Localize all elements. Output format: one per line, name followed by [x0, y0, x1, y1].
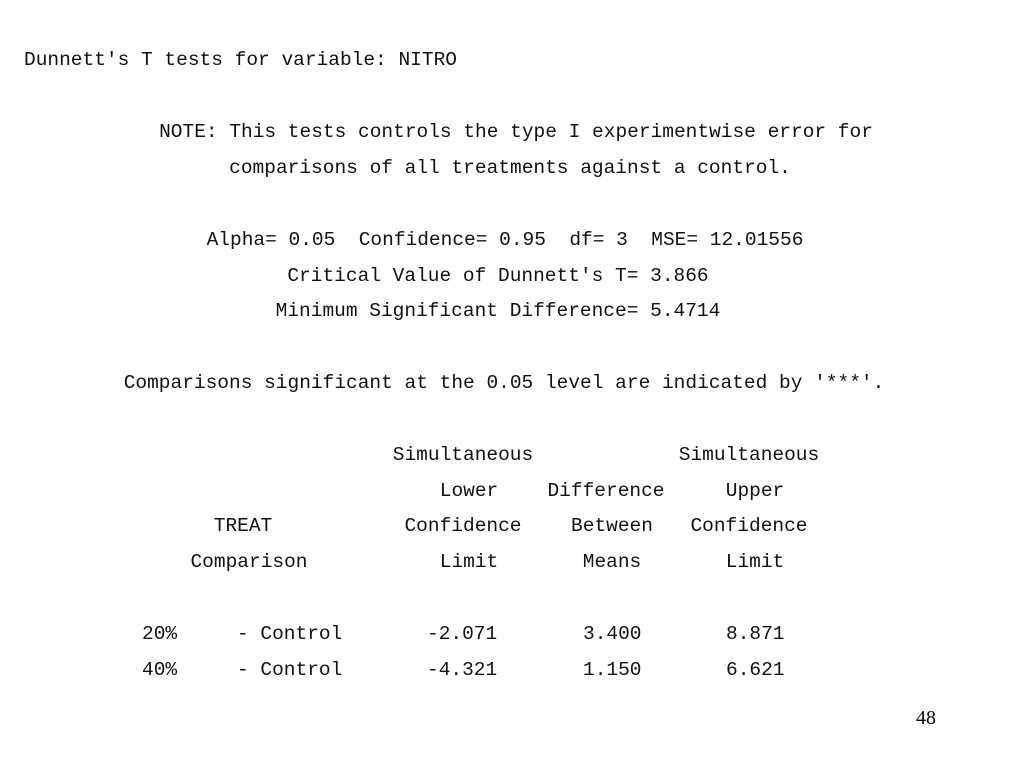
header-diff-3: Means	[582, 551, 642, 573]
header-lower-3: Confidence	[404, 515, 522, 537]
output-title: Dunnett's T tests for variable: NITRO	[24, 49, 457, 71]
note-line-2: comparisons of all treatments against a control.	[229, 157, 791, 179]
stats-min-sig-diff: Minimum Significant Difference= 5.4714	[275, 300, 721, 322]
row-upper-limit: 6.621	[726, 659, 785, 681]
significance-note: Comparisons significant at the 0.05 level are indicated by '***'.	[123, 372, 885, 394]
row-comparison: - Control	[237, 659, 343, 681]
row-lower-limit: -2.071	[427, 623, 498, 645]
row-comparison: - Control	[237, 623, 343, 645]
header-lower-2: Lower	[439, 480, 499, 502]
header-upper-4: Limit	[725, 551, 785, 573]
page-number: 48	[916, 707, 936, 729]
row-level: 40%	[142, 659, 178, 681]
header-lower-4: Limit	[439, 551, 499, 573]
header-upper-2: Upper	[725, 480, 785, 502]
header-upper-1: Simultaneous	[678, 444, 820, 466]
header-upper-3: Confidence	[690, 515, 808, 537]
stats-critical-value: Critical Value of Dunnett's T= 3.866	[287, 265, 709, 287]
header-diff-2: Between	[571, 515, 653, 537]
header-lower-1: Simultaneous	[392, 444, 534, 466]
row-difference: 1.150	[583, 659, 642, 681]
row-level: 20%	[142, 623, 178, 645]
row-upper-limit: 8.871	[726, 623, 785, 645]
header-diff-1: Difference	[547, 480, 665, 502]
row-lower-limit: -4.321	[427, 659, 498, 681]
stats-alpha-line: Alpha= 0.05 Confidence= 0.95 df= 3 MSE= 12.01556	[206, 229, 804, 251]
header-comparison: Comparison	[190, 551, 308, 573]
note-line-1: NOTE: This tests controls the type I experimentwise error for	[159, 121, 873, 143]
header-treat: TREAT	[213, 515, 273, 537]
row-difference: 3.400	[583, 623, 642, 645]
